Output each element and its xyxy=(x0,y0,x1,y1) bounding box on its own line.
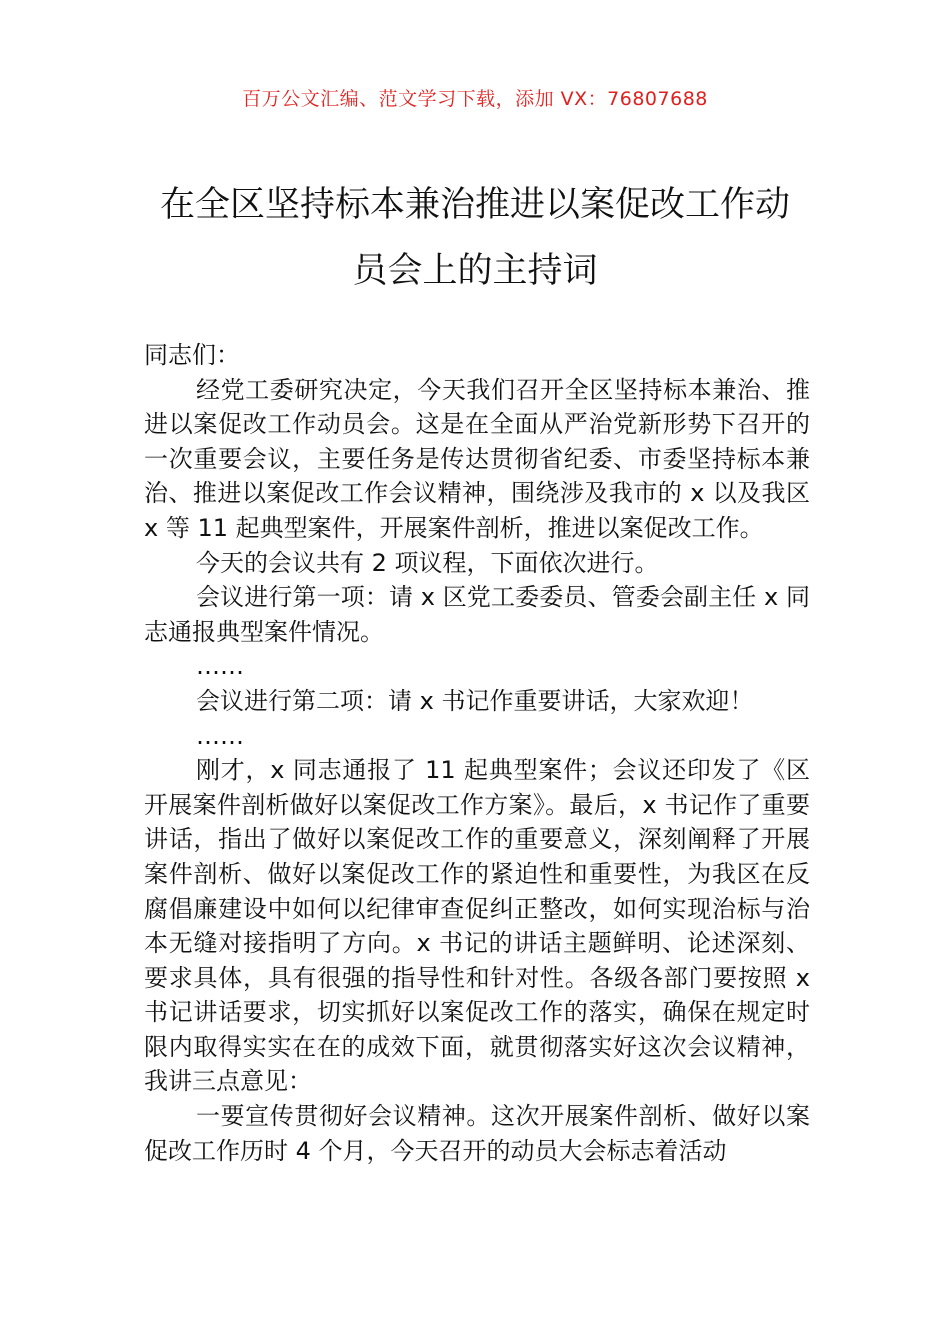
paragraph-ellipsis-1: …… xyxy=(196,652,244,681)
paragraph-agenda: 今天的会议共有 2 项议程，下面依次进行。 xyxy=(196,548,659,577)
salutation: 同志们： xyxy=(144,341,240,369)
paragraph-summary: 刚才，x 同志通报了 11 起典型案件；会议还印发了《区开展案件剖析做好以案促改工作方案》。最后，x 书记作了重要讲话，指出了做好以案促改工作的重要意义，深刻阐释了开展案件剖析、做好以案促改工作的紧迫性和重要性，为我区在反腐倡廉建设中如何以纪律审查促纠正整改，如何实现治标与治本无缝对接指明了方向。x 书记的讲话主题鲜明、论述深刻、要求具体，具有很强的指导性和针对性。各级各部门要按照 x 书记讲话要求，切实抓好以案促改工作的落实，确保在规定时限内取得实实在在的成效下面，就贯彻落实好这次会议精神，我讲三点意见： xyxy=(144,756,810,1096)
paragraph-item-two: 会议进行第二项：请 x 书记作重要讲话，大家欢迎！ xyxy=(196,686,754,715)
paragraph-point-one: 一要宣传贯彻好会议精神。这次开展案件剖析、做好以案促改工作历时 4 个月，今天召开的动员大会标志着活动 xyxy=(144,1102,810,1165)
title-line-1: 在全区坚持标本兼治推进以案促改工作动 xyxy=(159,185,790,225)
paragraph-intro: 经党工委研究决定，今天我们召开全区坚持标本兼治、推进以案促改工作动员会。这是在全面从严治党新形势下召开的一次重要会议，主要任务是传达贯彻省纪委、市委坚持标本兼治、推进以案促改工作会议精神，围绕涉及我市的 x 以及我区 x 等 11 起典型案件，开展案件剖析，推进以案促改工作。 xyxy=(144,375,810,542)
title-line-2: 员会上的主持词 xyxy=(352,251,598,291)
paragraph-item-one: 会议进行第一项：请 x 区党工委委员、管委会副主任 x 同志通报典型案件情况。 xyxy=(144,583,810,646)
document-title xyxy=(100,172,850,304)
document-body xyxy=(144,338,810,1168)
paragraph-ellipsis-2: …… xyxy=(196,721,244,750)
header-promo-note: 百万公文汇编、范文学习下载，添加 VX：76807688 xyxy=(242,88,708,110)
